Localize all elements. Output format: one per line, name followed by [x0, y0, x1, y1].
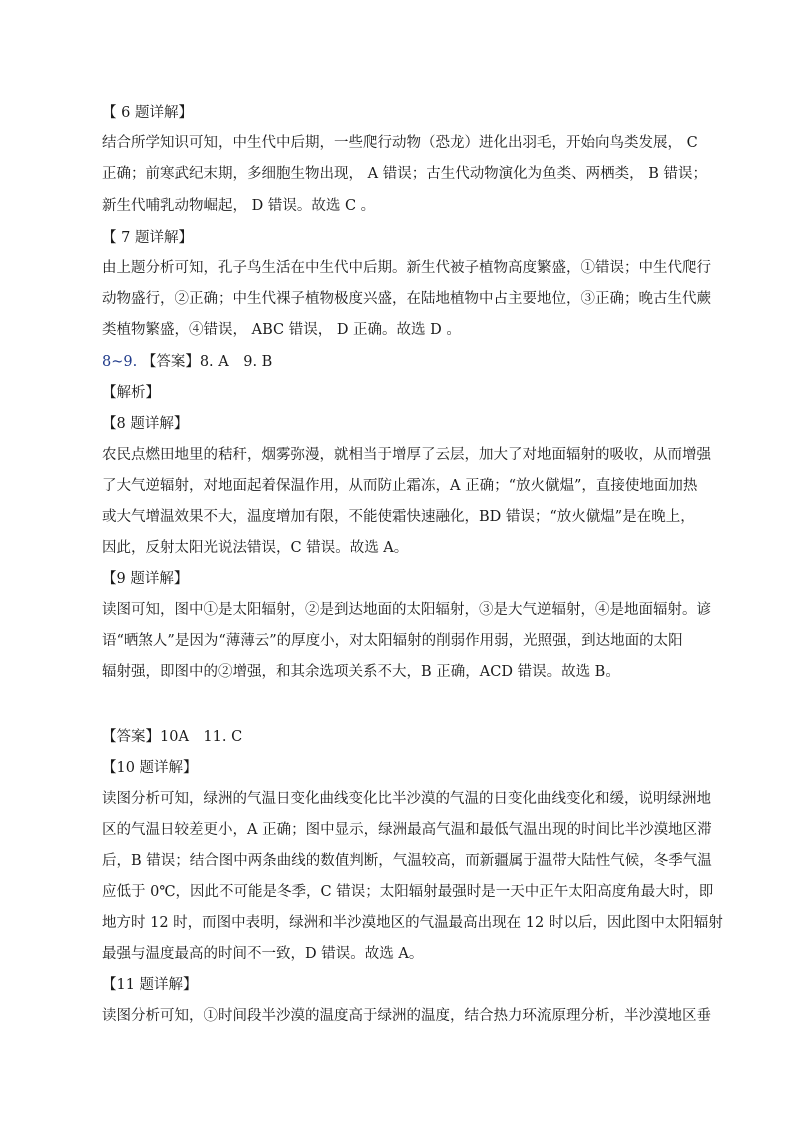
question-range-label: 8~9.: [102, 354, 138, 370]
q11-heading: 【11 题详解】: [102, 977, 198, 993]
q8-text-line-3: 或大气增温效果不大，温度增加有限，不能使霜快速融化，BD 错误；“放火僦煴”是在晚上，: [102, 509, 695, 525]
q10-11-answer: 【答案】10A 11. C: [102, 729, 243, 745]
q9-text-line-3: 辐射强，即图中的②增强，和其余选项关系不大，B 正确，ACD 错误。故选 B。: [102, 664, 620, 680]
q10-text-line-2: 区的气温日较差更小，A 正确；图中显示，绿洲最高气温和最低气温出现的时间比半沙漠地区滞: [102, 822, 712, 838]
q9-text-line-2: 语“晒煞人”是因为“薄薄云”的厚度小，对太阳辐射的削弱作用弱，光照强，到达地面的太阳: [102, 633, 683, 649]
q10-text-line-4: 应低于 0℃，因此不可能是冬季，C 错误；太阳辐射最强时是一天中正午太阳高度角最大时，即: [102, 884, 714, 900]
q7-text-line-2: 动物盛行，②正确；中生代裸子植物极度兴盛，在陆地植物中占主要地位，③正确；晚古生代蕨: [102, 291, 711, 307]
q11-text-line-1: 读图分析可知，①时间段半沙漠的温度高于绿洲的温度，结合热力环流原理分析，半沙漠地区垂: [102, 1008, 711, 1024]
q7-heading: 【 7 题详解】: [102, 230, 193, 246]
q8-9-answer: 【答案】8. A 9. B: [141, 354, 273, 370]
q6-text-line-3: 新生代哺乳动物崛起， D 错误。故选 C 。: [102, 198, 376, 214]
q6-text-line-1: 结合所学知识可知，中生代中后期，一些爬行动物（恐龙）进化出羽毛，开始向鸟类发展， C: [102, 135, 698, 151]
q10-text-line-1: 读图分析可知，绿洲的气温日变化曲线变化比半沙漠的气温的日变化曲线变化和缓，说明绿洲地: [102, 791, 711, 807]
q9-text-line-1: 读图可知，图中①是太阳辐射，②是到达地面的太阳辐射，③是大气逆辐射，④是地面辐射。谚: [102, 602, 711, 618]
q10-heading: 【10 题详解】: [102, 760, 198, 776]
q6-heading: 【 6 题详解】: [102, 105, 193, 121]
q7-text-line-3: 类植物繁盛，④错误， ABC 错误， D 正确。故选 D 。: [102, 322, 461, 338]
q10-text-line-6: 最强与温度最高的时间不一致，D 错误。故选 A。: [102, 946, 424, 962]
q6-text-line-2: 正确；前寒武纪末期，多细胞生物出现， A 错误；古生代动物演化为鱼类、两栖类， B 错误；: [102, 166, 708, 182]
q8-heading: 【8 题详解】: [102, 416, 189, 432]
q9-heading: 【9 题详解】: [102, 571, 189, 587]
analysis-heading: 【解析】: [102, 385, 160, 401]
q10-text-line-5: 地方时 12 时，而图中表明，绿洲和半沙漠地区的气温最高出现在 12 时以后，因此图中太阳辐射: [102, 915, 723, 931]
q10-text-line-3: 后，B 错误；结合图中两条曲线的数值判断，气温较高，而新疆属于温带大陆性气候，冬季气温: [102, 853, 712, 869]
q7-text-line-1: 由上题分析可知，孔子鸟生活在中生代中后期。新生代被子植物高度繁盛，①错误；中生代爬行: [102, 260, 711, 276]
q8-9-answer-line: [102, 352, 272, 372]
q8-text-line-2: 了大气逆辐射，对地面起着保温作用，从而防止霜冻，A 正确；“放火僦煴”，直接使地面加热: [102, 478, 698, 494]
q8-text-line-1: 农民点燃田地里的秸秆，烟雾弥漫，就相当于增厚了云层，加大了对地面辐射的吸收，从而增强: [102, 447, 711, 463]
q8-text-line-4: 因此，反射太阳光说法错误，C 错误。故选 A。: [102, 540, 409, 556]
